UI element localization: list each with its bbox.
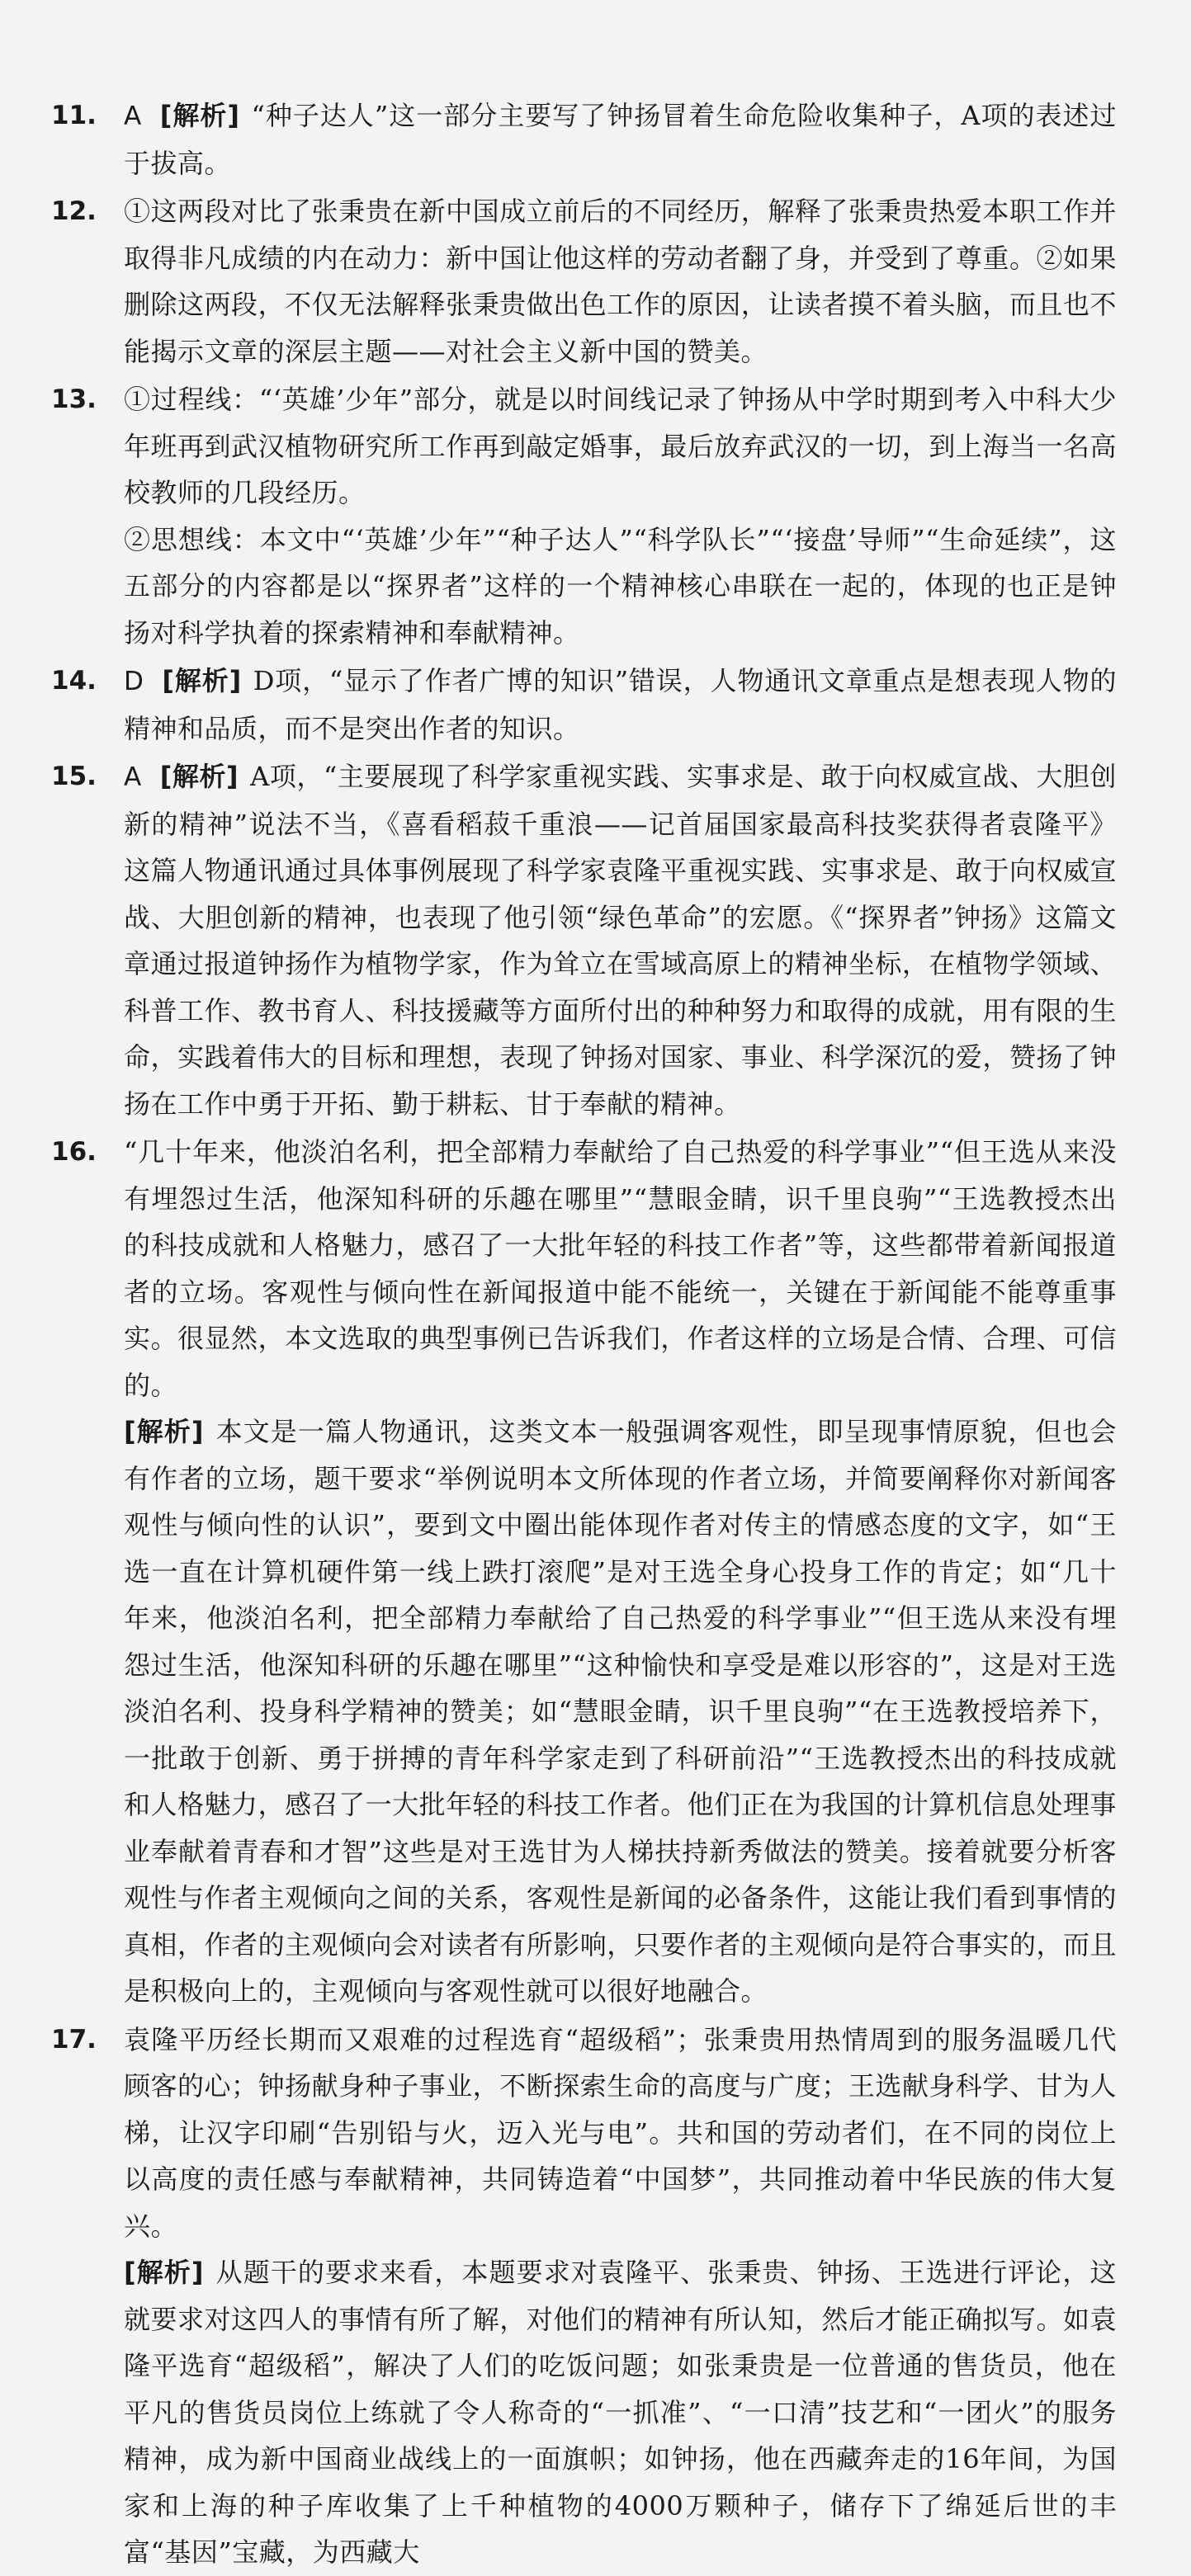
answer-paragraph: ②思想线：本文中“‘英雄’少年”“种子达人”“科学队长”“‘接盘’导师”“生命延续”，这五部分的内容都是以“探界者”这样的一个精神核心串联在一起的，体现的也正是钟扬对科学执着的探索精神和奉献精神。 — [124, 523, 1117, 649]
item-number: 17. — [51, 2024, 97, 2055]
choice-answer: D — [124, 667, 144, 696]
answer-paragraph: ①这两段对比了张秉贵在新中国成立前后的不同经历，解释了张秉贵热爱本职工作并取得非凡成绩的内在动力：新中国让他这样的劳动者翻了身，并受到了尊重。②如果删除这两段，不仅无法解释张秉贵做出色工作的原因，让读者摸不着头脑，而且也不能揭示文章的深层主题——对社会主义新中国的赞美。 — [124, 196, 1117, 367]
choice-answer: A — [124, 762, 142, 792]
item-body — [124, 753, 1117, 1127]
choice-answer: A — [124, 101, 142, 131]
answer-item-15 — [51, 753, 1117, 1127]
analysis-paragraph — [124, 1408, 1117, 2015]
answer-paragraph: 袁隆平历经长期而又艰难的过程选育“超级稻”；张秉贵用热情周到的服务温暖几代顾客的心；钟扬献身种子事业，不断探索生命的高度与广度；王选献身科学、甘为人梯，让汉字印刷“告别铅与火，迈入光与电”。共和国的劳动者们，在不同的岗位上以高度的责任感与奉献精神，共同铸造着“中国梦”，共同推动着中华民族的伟大复兴。 — [124, 2023, 1117, 2242]
item-number: 11. — [51, 101, 97, 130]
analysis-tag: [解析] — [159, 100, 240, 131]
answer-item-14 — [51, 658, 1117, 752]
answer-paragraph — [124, 658, 1117, 752]
item-body — [124, 2017, 1117, 2576]
analysis-text: “种子达人”这一部分主要写了钟扬冒着生命危险收集种子，A项的表述过于拔高。 — [124, 100, 1117, 179]
analysis-text: D项，“显示了作者广博的知识”错误，人物通讯文章重点是想表现人物的精神和品质，而不是突出作者的知识。 — [124, 665, 1117, 744]
item-body — [124, 1129, 1117, 2015]
answer-item-11 — [51, 92, 1117, 186]
item-body — [124, 92, 1117, 186]
analysis-paragraph — [124, 2249, 1117, 2576]
item-body — [124, 658, 1117, 752]
answer-item-17 — [51, 2017, 1117, 2576]
answer-item-13 — [51, 376, 1117, 656]
answer-paragraph: ①过程线：“‘英雄’少年”部分，就是以时间线记录了钟扬从中学时期到考入中科大少年班再到武汉植物研究所工作再到敲定婚事，最后放弃武汉的一切，到上海当一名高校教师的几段经历。 — [124, 384, 1117, 508]
answer-item-16 — [51, 1129, 1117, 2015]
analysis-tag: [解析] — [124, 1416, 205, 1447]
answer-paragraph — [124, 753, 1117, 1127]
item-number: 13. — [51, 385, 97, 414]
analysis-tag: [解析] — [124, 2257, 205, 2288]
analysis-tag: [解析] — [162, 665, 242, 696]
analysis-text: 从题干的要求来看，本题要求对袁隆平、张秉贵、钟扬、王选进行评论，这就要求对这四人的事情有所了解，对他们的精神有所认知，然后才能正确拟写。如袁隆平选育“超级稻”，解决了人们的吃饭问题；如张秉贵是一位普通的售货员，他在平凡的售货员岗位上练就了令人称奇的“一抓准”、“一口清”技艺和“一团火”的服务精神，成为新中国商业战线上的一面旗帜；如钟扬，他在西藏奔走的16年间，为国家和上海的种子库收集了上千种植物的4000万颗种子，储存下了绵延后世的丰富“基因”宝藏，为西藏大 — [124, 2257, 1117, 2568]
item-number: 14. — [51, 666, 97, 696]
item-number: 12. — [51, 196, 97, 226]
analysis-tag: [解析] — [159, 761, 239, 792]
analysis-text: 本文是一篇人物通讯，这类文本一般强调客观性，即呈现事情原貌，但也会有作者的立场，题干要求“举例说明本文所体现的作者立场，并简要阐释你对新闻客观性与倾向性的认识”，要到文中圈出能体现作者对传主的情感态度的文字，如“王选一直在计算机硬件第一线上跌打滚爬”是对王选全身心投身工作的肯定；如“几十年来，他淡泊名利，把全部精力奉献给了自己热爱的科学事业”“但王选从来没有埋怨过生活，他深知科研的乐趣在哪里”“这种愉快和享受是难以形容的”，这是对王选淡泊名利、投身科学精神的赞美；如“慧眼金睛，识千里良驹”“在王选教授培养下，一批敢于创新、勇于拼搏的青年科学家走到了科研前沿”“王选教授杰出的科技成就和人格魅力，感召了一大批年轻的科技工作者。他们正在为我国的计算机信息处理事业奉献着青春和才智”这些是对王选甘为人梯扶持新秀做法的赞美。接着就要分析客观性与作者主观倾向之间的关系，客观性是新闻的必备条件，这能让我们看到事情的真相，作者的主观倾向会对读者有所影响，只要作者的主观倾向是符合事实的，而且是积极向上的，主观倾向与客观性就可以很好地融合。 — [124, 1416, 1117, 2007]
item-number: 16. — [51, 1137, 97, 1167]
item-body — [124, 376, 1117, 656]
answer-item-12 — [51, 188, 1117, 375]
item-body — [124, 188, 1117, 375]
analysis-text: A项，“主要展现了科学家重视实践、实事求是、敢于向权威宣战、大胆创新的精神”说法不当，《喜看稻菽千重浪——记首届国家最高科技奖获得者袁隆平》这篇人物通讯通过具体事例展现了科学家袁隆平重视实践、实事求是、敢于向权威宣战、大胆创新的精神，也表现了他引领“绿色革命”的宏愿。《“探界者”钟扬》这篇文章通过报道钟扬作为植物学家，作为耸立在雪域高原上的精神坐标，在植物学领域、科普工作、教书育人、科技援藏等方面所付出的种种努力和取得的成就，用有限的生命，实践着伟大的目标和理想，表现了钟扬对国家、事业、科学深沉的爱，赞扬了钟扬在工作中勇于开拓、勤于耕耘、甘于奉献的精神。 — [124, 761, 1117, 1120]
answer-paragraph: “几十年来，他淡泊名利，把全部精力奉献给了自己热爱的科学事业”“但王选从来没有埋怨过生活，他深知科研的乐趣在哪里”“慧眼金睛，识千里良驹”“王选教授杰出的科技成就和人格魅力，感召了一大批年轻的科技工作者”等，这些都带着新闻报道者的立场。客观性与倾向性在新闻报道中能不能统一，关键在于新闻能不能尊重事实。很显然，本文选取的典型事例已告诉我们，作者这样的立场是合情、合理、可信的。 — [124, 1136, 1117, 1401]
answer-paragraph — [124, 92, 1117, 186]
item-number: 15. — [51, 762, 97, 791]
